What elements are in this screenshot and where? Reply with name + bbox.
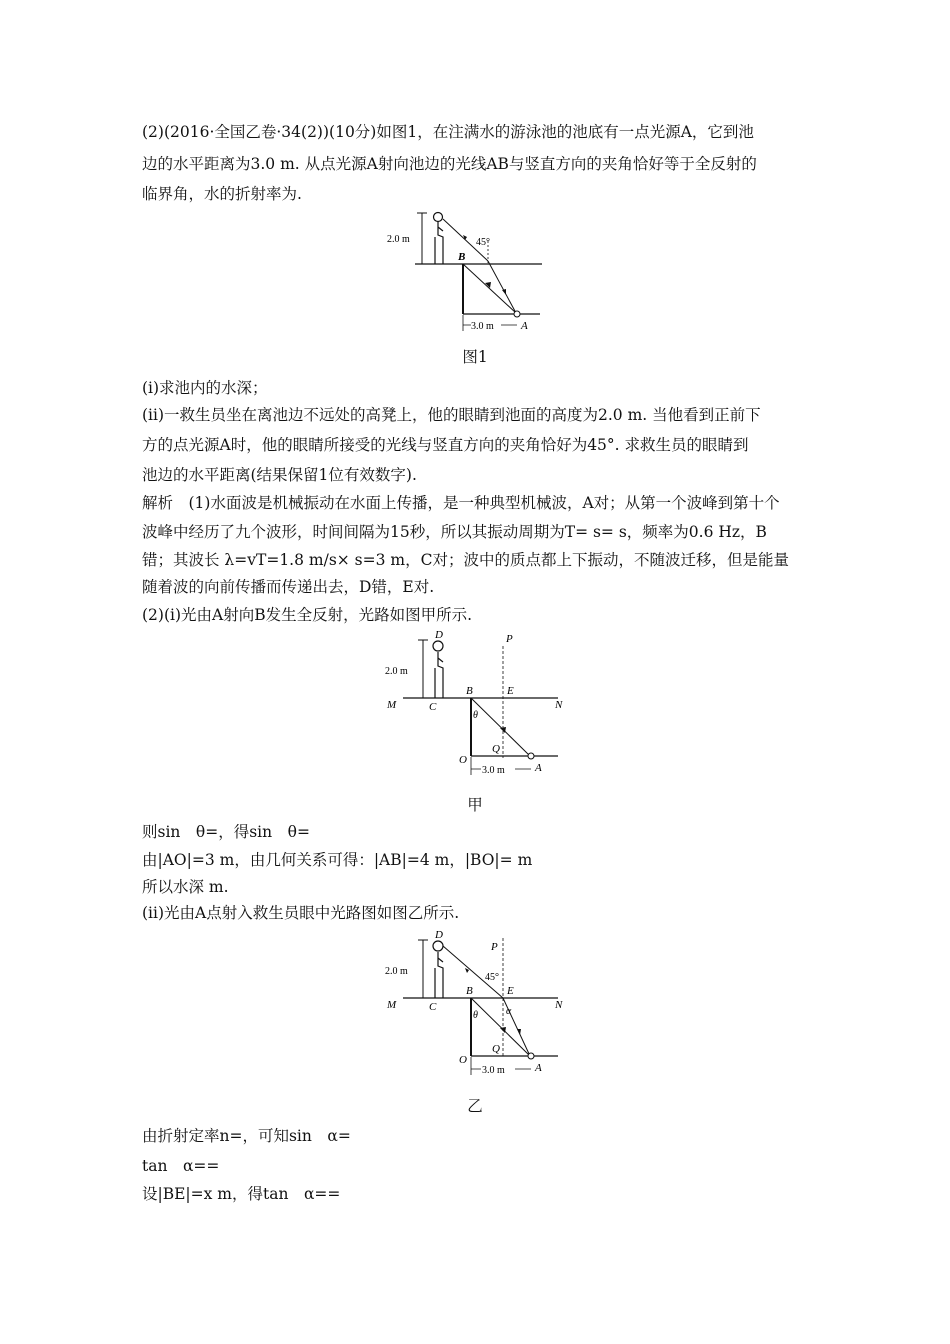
fig1-point-B: B — [458, 251, 466, 263]
solution-line-8: 所以水深 m. — [142, 878, 229, 896]
solution-line-3: 错；其波长 λ=vT=1.8 m/s× s=3 m，C对；波中的质点都上下振动，不随波迁移，但是能量 — [142, 551, 789, 569]
yi-lifeguard-head — [433, 941, 443, 951]
question-2-line-1: (ⅱ)一救生员坐在离池边不远处的高凳上，他的眼睛到池面的高度为2.0 m. 当他看到正前下 — [142, 406, 761, 424]
jia-label-D: D — [435, 629, 443, 641]
figure-jia — [383, 628, 573, 778]
light-source-A — [514, 311, 520, 317]
solution-line-2: 波峰中经历了九个波形，时间间隔为15秒，所以其振动周期为T= s= s，频率为0.6 Hz，B — [142, 523, 767, 541]
yi-label-N: N — [555, 999, 563, 1011]
fig1-point-A: A — [521, 320, 528, 332]
figure-1 — [385, 205, 555, 340]
figure-1-caption: 图1 — [462, 348, 488, 366]
jia-label-O: O — [459, 754, 467, 766]
jia-label-A: A — [535, 762, 542, 774]
jia-label-theta: θ — [473, 710, 478, 721]
solution-line-9: (ⅱ)光由A点射入救生员眼中光路图如图乙所示. — [142, 904, 460, 922]
yi-height-label: 2.0 m — [385, 966, 408, 977]
yi-label-A: A — [535, 1062, 542, 1074]
solution-line-12: 设|BE|=x m，得tan α== — [142, 1185, 341, 1203]
jia-label-E: E — [507, 685, 514, 697]
yi-angle-label: 45° — [485, 972, 499, 983]
fig1-dist-label: 3.0 m — [471, 321, 494, 332]
yi-label-P: P — [491, 941, 498, 953]
problem-line-1: (2)(2016·全国乙卷·34(2))(10分)如图1，在注满水的游泳池的池底有一点光源A，它到池 — [142, 123, 754, 141]
solution-line-6: 则sin θ=，得sin θ= — [142, 823, 310, 841]
fig1-angle-label: 45° — [476, 237, 490, 248]
yi-label-M: M — [387, 999, 397, 1011]
yi-label-Q: Q — [492, 1043, 500, 1055]
yi-light-source — [528, 1053, 534, 1059]
yi-dist-label: 3.0 m — [482, 1065, 505, 1076]
yi-lifeguard-figure — [435, 952, 443, 998]
solution-line-4: 随着波的向前传播而传递出去，D错，E对. — [142, 578, 435, 596]
jia-label-M: M — [387, 699, 397, 711]
jia-lifeguard-head — [433, 641, 443, 651]
jia-dist-label: 3.0 m — [482, 765, 505, 776]
question-2-line-3: 池边的水平距离(结果保留1位有效数字). — [142, 466, 417, 484]
yi-label-B: B — [466, 985, 473, 997]
jia-height-label: 2.0 m — [385, 666, 408, 677]
jia-lifeguard-figure — [435, 652, 443, 698]
question-1: (ⅰ)求池内的水深； — [142, 379, 268, 397]
problem-line-2: 边的水平距离为3.0 m. 从点光源A射向池边的光线AB与竖直方向的夹角恰好等于全反射的 — [142, 155, 757, 173]
yi-label-E: E — [507, 985, 514, 997]
yi-label-D: D — [435, 929, 443, 941]
figure-yi-caption: 乙 — [467, 1097, 483, 1115]
solution-line-10: 由折射定率n=，可知sin α= — [142, 1127, 351, 1145]
question-2-line-2: 方的点光源A时，他的眼睛所接受的光线与竖直方向的夹角恰好为45°. 求救生员的眼睛到 — [142, 436, 749, 454]
lifeguard-head — [434, 213, 443, 222]
lifeguard-figure — [435, 222, 443, 264]
jia-label-P: P — [506, 633, 513, 645]
problem-line-3: 临界角，水的折射率为. — [142, 185, 302, 203]
jia-label-B: B — [466, 685, 473, 697]
jia-label-C: C — [429, 701, 437, 713]
solution-line-11: tan α== — [142, 1157, 220, 1175]
yi-label-C: C — [429, 1001, 437, 1013]
figure-jia-caption: 甲 — [467, 796, 483, 814]
jia-light-source — [528, 753, 534, 759]
fig1-height-label: 2.0 m — [387, 234, 410, 245]
jia-label-Q: Q — [492, 743, 500, 755]
figure-yi — [383, 928, 573, 1078]
yi-label-O: O — [459, 1054, 467, 1066]
yi-label-alpha: α — [506, 1006, 512, 1017]
yi-label-theta: θ — [473, 1010, 478, 1021]
solution-line-7: 由|AO|=3 m，由几何关系可得：|AB|=4 m，|BO|= m — [142, 851, 533, 869]
jia-label-N: N — [555, 699, 563, 711]
solution-line-5: (2)(ⅰ)光由A射向B发生全反射，光路如图甲所示. — [142, 606, 473, 624]
solution-line-1: 解析 (1)水面波是机械振动在水面上传播，是一种典型机械波，A对；从第一个波峰到第十个 — [142, 494, 780, 512]
